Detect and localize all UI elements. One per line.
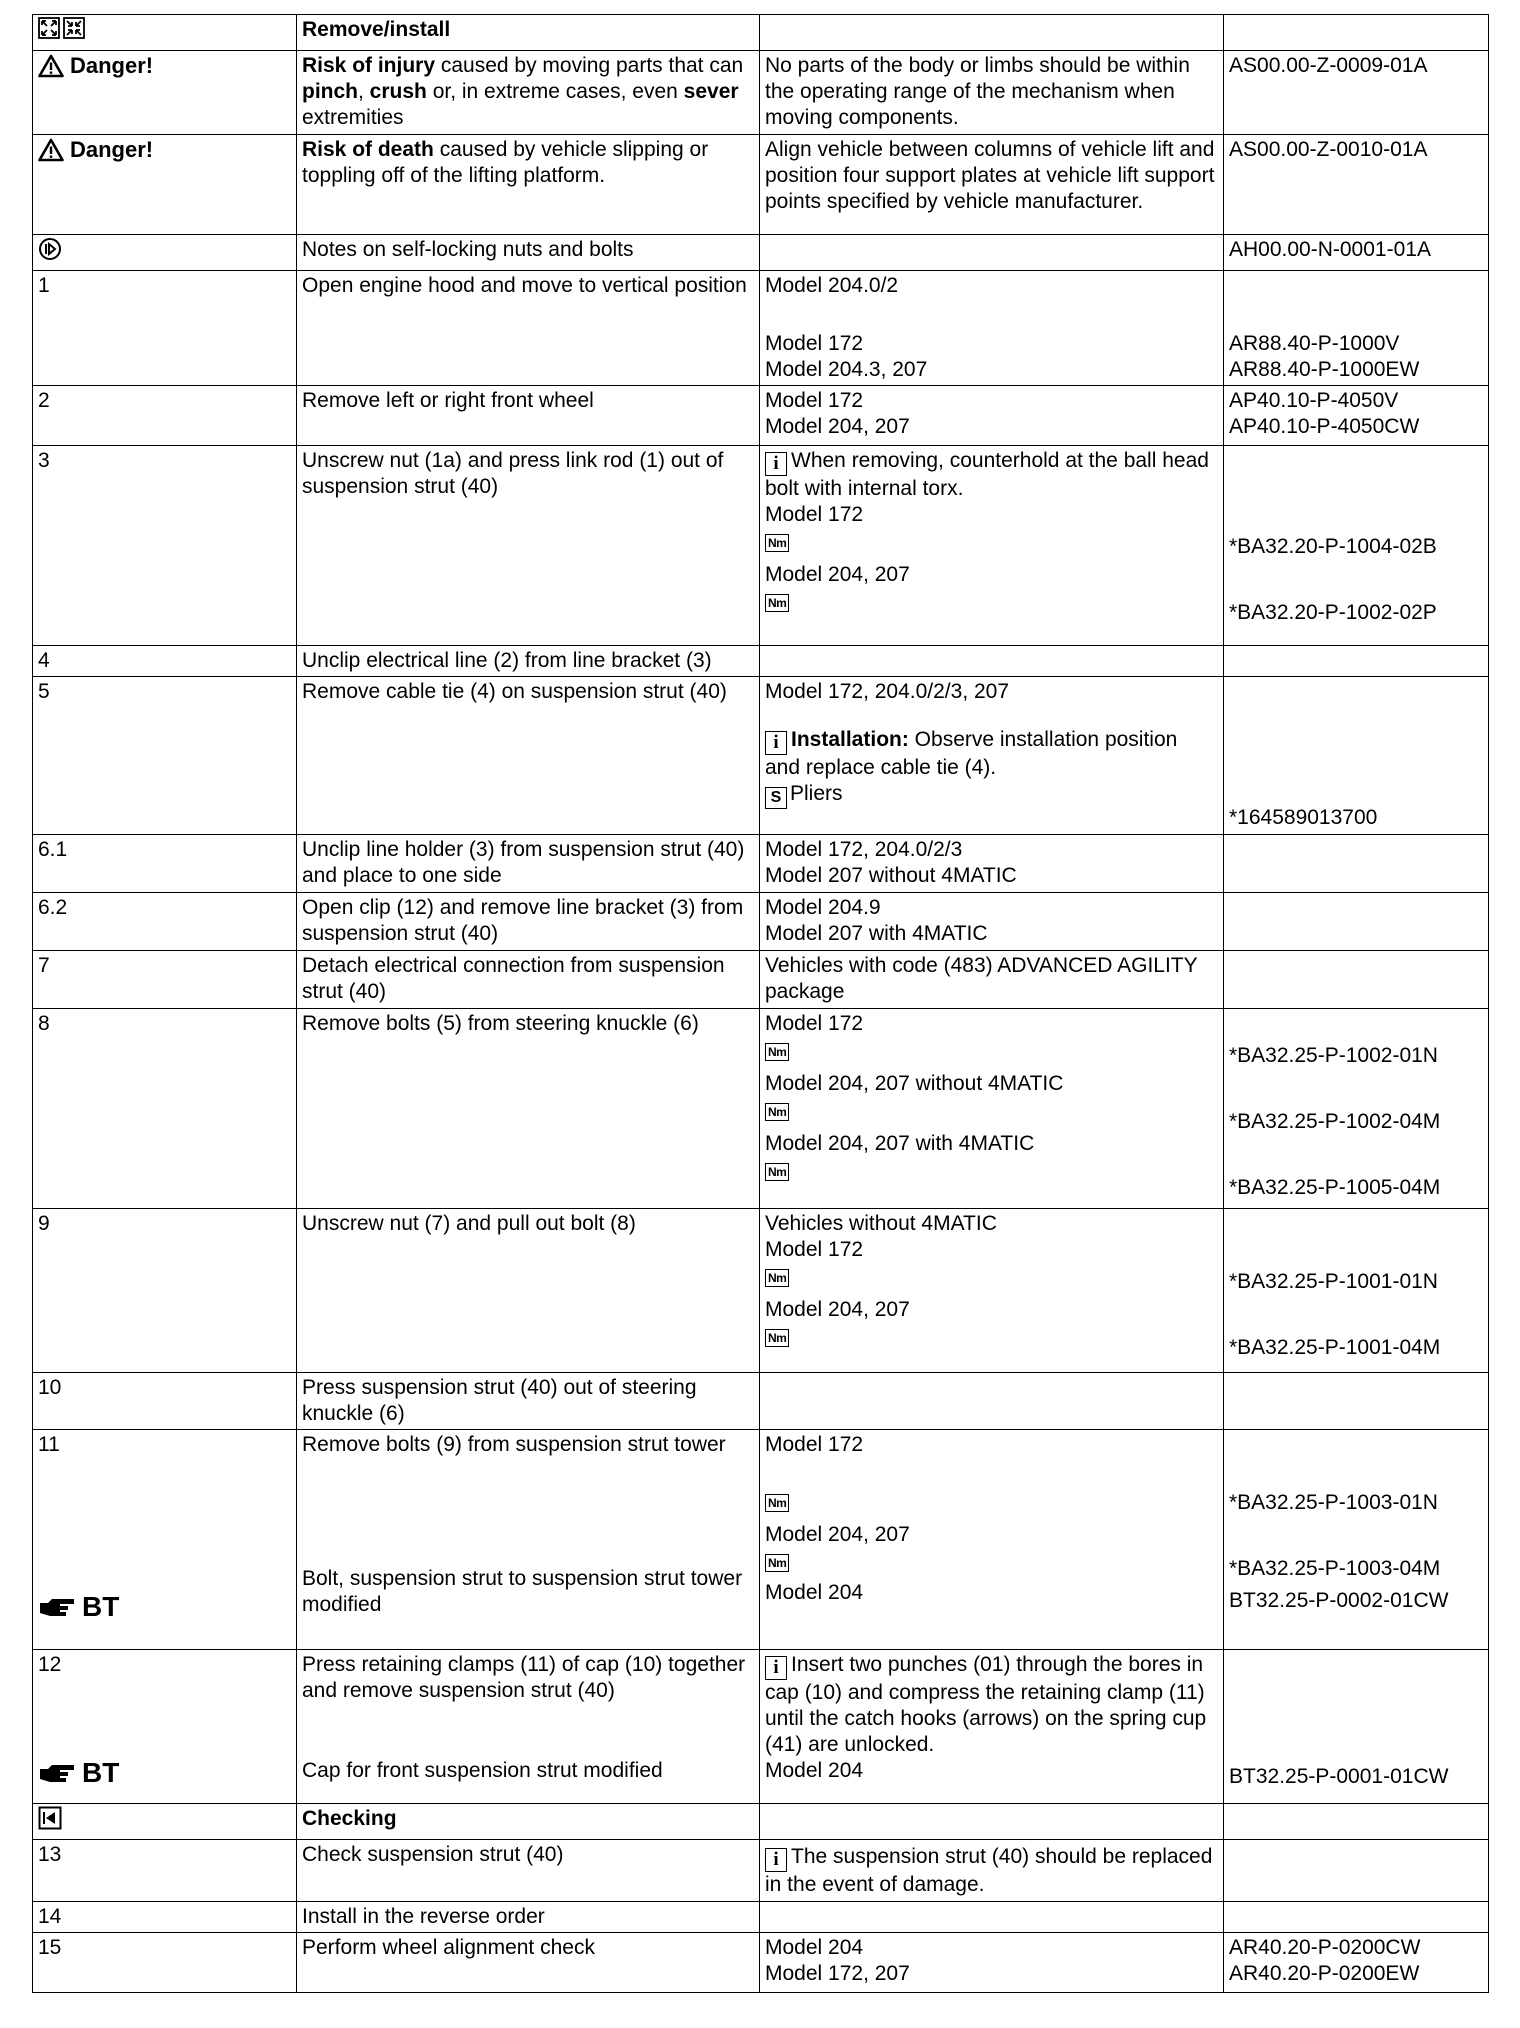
document-link[interactable]: *164589013700	[1229, 806, 1378, 829]
step-number: 15	[38, 1936, 62, 1959]
document-link[interactable]: AR88.40-P-1000V	[1229, 332, 1400, 355]
step-number: 11	[38, 1433, 60, 1456]
step-number: 14	[38, 1905, 62, 1928]
step-number: 6.1	[38, 838, 68, 861]
bt-link[interactable]: BT	[38, 1592, 291, 1622]
step-number: 12	[38, 1653, 62, 1676]
document-link[interactable]: *BA32.25-P-1001-01N	[1229, 1270, 1438, 1293]
table-row: 11 BT Remove bolts (9) from suspension strut tower Bolt, suspension strut to suspension strut tower modified Model 172 Nm Model 204, 207 Nm Model 204 *BA32.25-P-1003-01N *BA32.25-P-1003-04M BT32.25-P-0002-01CW	[33, 1430, 1489, 1650]
table-row: 10 Press suspension strut (40) out of steering knuckle (6)	[33, 1373, 1489, 1430]
expand-collapse-icon	[38, 17, 86, 41]
table-row: Danger! Risk of injury caused by moving parts that can pinch, crush or, in extreme cases, even sever extremities No parts of the body or limbs should be within the operating range of the mechanism when moving components. AS00.00-Z-0009-01A	[33, 51, 1489, 135]
torque-icon[interactable]: Nm	[765, 1494, 789, 1512]
table-row: 7 Detach electrical connection from suspension strut (40) Vehicles with code (483) ADVANCED AGILITY package	[33, 951, 1489, 1009]
document-link[interactable]: AS00.00-Z-0010-01A	[1229, 138, 1428, 161]
step-number: 10	[38, 1376, 62, 1399]
procedure-table	[32, 14, 1489, 1993]
document-link[interactable]: AP40.10-P-4050CW	[1229, 415, 1420, 438]
info-icon: i	[765, 731, 787, 755]
table-row: Notes on self-locking nuts and bolts AH00.00-N-0001-01A	[33, 235, 1489, 271]
document-link[interactable]: BT32.25-P-0002-01CW	[1229, 1589, 1449, 1612]
pointing-hand-icon	[38, 1761, 78, 1785]
section-title: Remove/install	[297, 15, 760, 51]
remove-install-icon-cell	[33, 15, 297, 51]
table-row: 9 Unscrew nut (7) and pull out bolt (8) Vehicles without 4MATIC Model 172 Nm Model 204, 207 Nm *BA32.25-P-1001-01N *BA32.25-P-1001-04M	[33, 1209, 1489, 1373]
table-row: 12 BT Press retaining clamps (11) of cap (10) together and remove suspension strut (40) Cap for front suspension strut modified i Insert two punches (01) through the bores in cap (10) and compress the retaining clamp (11) until the catch hooks (arrows) on the spring cup (41) are unlocked. Model 204 BT32.25-P-0001-01CW	[33, 1650, 1489, 1804]
table-row: 13 Check suspension strut (40) i The suspension strut (40) should be replaced in the event of damage.	[33, 1840, 1489, 1902]
table-row	[33, 15, 1489, 51]
info-icon: i	[765, 1848, 787, 1872]
torque-icon[interactable]: Nm	[765, 1043, 789, 1061]
table-row	[33, 1804, 1489, 1840]
checking-icon	[38, 1806, 62, 1830]
warning-triangle-icon	[38, 54, 64, 78]
table-row: 15 Perform wheel alignment check Model 204 Model 172, 207 AR40.20-P-0200CW AR40.20-P-0200EW	[33, 1933, 1489, 1993]
document-link[interactable]: AP40.10-P-4050V	[1229, 389, 1399, 412]
step-number: 5	[38, 680, 50, 703]
torque-icon[interactable]: Nm	[765, 1269, 789, 1287]
document-link[interactable]: AR40.20-P-0200CW	[1229, 1936, 1421, 1959]
torque-icon[interactable]: Nm	[765, 1329, 789, 1347]
document-link[interactable]: AR40.20-P-0200EW	[1229, 1962, 1420, 1985]
step-number: 9	[38, 1212, 50, 1235]
self-locking-nut-icon	[38, 237, 62, 261]
document-link[interactable]: *BA32.20-P-1002-02P	[1229, 601, 1437, 624]
danger-label: Danger!	[38, 137, 291, 163]
table-row: 2 Remove left or right front wheel Model 172 Model 204, 207 AP40.10-P-4050V AP40.10-P-4050CW	[33, 386, 1489, 446]
step-number: 8	[38, 1012, 50, 1035]
torque-icon[interactable]: Nm	[765, 1103, 789, 1121]
step-number: 6.2	[38, 896, 68, 919]
table-row: 4 Unclip electrical line (2) from line bracket (3)	[33, 646, 1489, 677]
document-link[interactable]: *BA32.25-P-1002-04M	[1229, 1110, 1441, 1133]
torque-icon[interactable]: Nm	[765, 1163, 789, 1181]
table-row: 3 Unscrew nut (1a) and press link rod (1) out of suspension strut (40) i When removing, counterhold at the ball head bolt with internal torx. Model 172 Nm Model 204, 207 Nm *BA32.20-P-1004-02B *BA32.20-P-1002-02P	[33, 446, 1489, 646]
warning-triangle-icon	[38, 138, 64, 162]
special-tool-icon[interactable]: S	[765, 787, 787, 809]
torque-icon[interactable]: Nm	[765, 1554, 789, 1572]
torque-icon[interactable]: Nm	[765, 594, 789, 612]
document-link[interactable]: *BA32.25-P-1005-04M	[1229, 1176, 1441, 1199]
step-number: 1	[38, 274, 50, 297]
document-link[interactable]: *BA32.25-P-1003-01N	[1229, 1491, 1438, 1514]
section-title: Checking	[297, 1804, 760, 1840]
document-link[interactable]: BT32.25-P-0001-01CW	[1229, 1765, 1449, 1788]
info-icon: i	[765, 1656, 787, 1680]
document-link[interactable]: AS00.00-Z-0009-01A	[1229, 54, 1428, 77]
step-number: 2	[38, 389, 50, 412]
step-number: 3	[38, 449, 50, 472]
torque-icon[interactable]: Nm	[765, 534, 789, 552]
document-link[interactable]: *BA32.25-P-1001-04M	[1229, 1336, 1441, 1359]
document-link[interactable]: AH00.00-N-0001-01A	[1229, 238, 1431, 261]
bt-link[interactable]: BT	[38, 1758, 291, 1788]
danger-label: Danger!	[38, 53, 291, 79]
table-row: 6.1 Unclip line holder (3) from suspension strut (40) and place to one side Model 172, 204.0/2/3 Model 207 without 4MATIC	[33, 835, 1489, 893]
document-link[interactable]: *BA32.25-P-1002-01N	[1229, 1044, 1438, 1067]
table-row: 5 Remove cable tie (4) on suspension strut (40) Model 172, 204.0/2/3, 207 i Installation: Observe installation position and replace cable tie (4). S Pliers *164589013700	[33, 677, 1489, 835]
table-row: 1 Open engine hood and move to vertical position Model 204.0/2 Model 172 Model 204.3, 207 AR88.40-P-1000V AR88.40-P-1000EW	[33, 271, 1489, 386]
step-number: 7	[38, 954, 50, 977]
document-link[interactable]: *BA32.20-P-1004-02B	[1229, 535, 1437, 558]
document-link[interactable]: *BA32.25-P-1003-04M	[1229, 1557, 1441, 1580]
table-row: 14 Install in the reverse order	[33, 1902, 1489, 1933]
table-row: Danger! Risk of death caused by vehicle slipping or toppling off of the lifting platform. Align vehicle between columns of vehicle lift and position four support plates at vehicle lift support points specified by vehicle manufacturer. AS00.00-Z-0010-01A	[33, 135, 1489, 235]
step-number: 13	[38, 1843, 62, 1866]
table-row: 8 Remove bolts (5) from steering knuckle (6) Model 172 Nm Model 204, 207 without 4MATIC Nm Model 204, 207 with 4MATIC Nm *BA32.25-P-1002-01N *BA32.25-P-1002-04M *BA32.25-P-1005-04M	[33, 1009, 1489, 1209]
table-row: 6.2 Open clip (12) and remove line bracket (3) from suspension strut (40) Model 204.9 Model 207 with 4MATIC	[33, 893, 1489, 951]
pointing-hand-icon	[38, 1595, 78, 1619]
hazard-text: Risk of injury caused by moving parts that can pinch, crush or, in extreme cases, even sever extremities	[297, 51, 760, 135]
info-icon: i	[765, 452, 787, 476]
step-number: 4	[38, 649, 50, 672]
document-link[interactable]: AR88.40-P-1000EW	[1229, 358, 1420, 381]
